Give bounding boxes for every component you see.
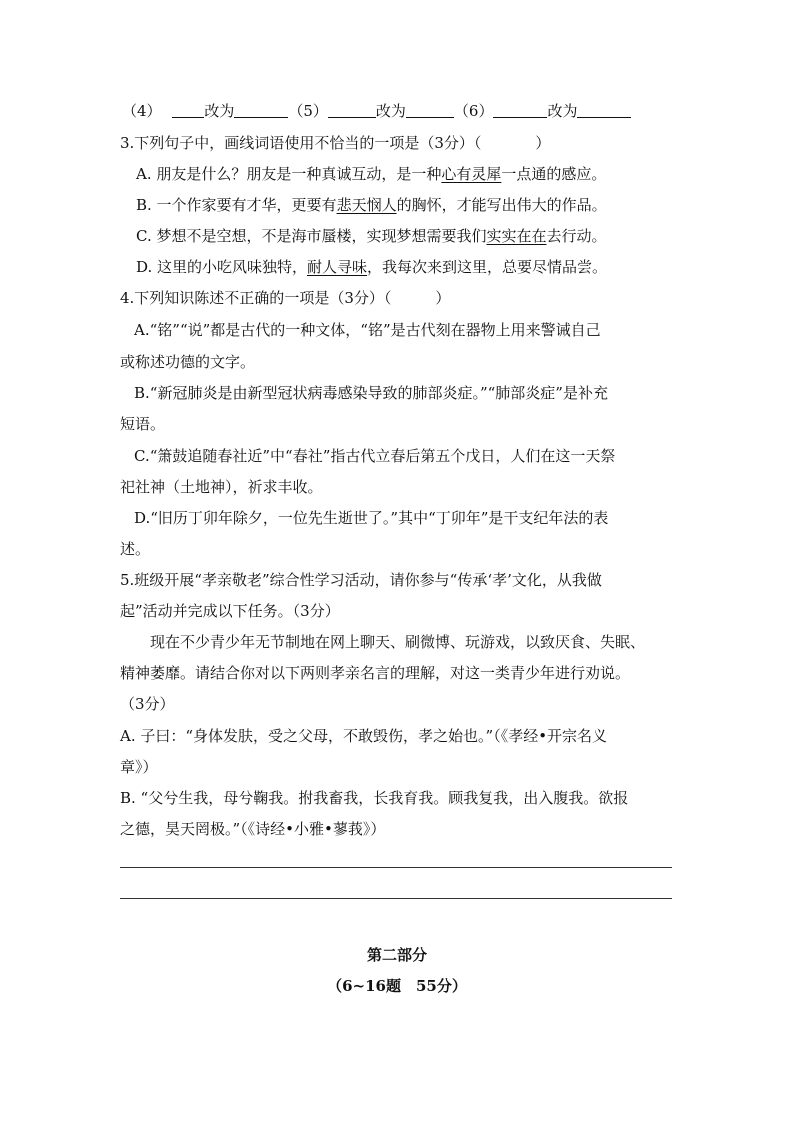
q3-stem-text: 3.下列句子中，画线词语使用不恰当的一项是（3分）（ — [120, 134, 482, 152]
label-5: （5） — [288, 102, 328, 120]
answer-line-1[interactable] — [120, 867, 672, 868]
q3-a-post: 一点通的感应。 — [501, 165, 607, 183]
q5-quote-a-line2: 章》） — [120, 758, 158, 776]
q4-option-b-line2: 短语。 — [120, 415, 166, 433]
q3-stem-end: ） — [535, 134, 551, 152]
q5-stem-line2: 起”活动并完成以下任务。（3分） — [120, 602, 340, 620]
q3-option-a — [136, 162, 606, 186]
label-6: （6） — [453, 102, 494, 120]
blank-4b[interactable] — [234, 101, 288, 118]
q4-stem — [120, 286, 450, 310]
q3-b-post: 的胸怀，才能写出伟大的作品。 — [396, 196, 607, 214]
gaiwei-6: 改为 — [547, 102, 578, 120]
q3-option-d — [136, 255, 607, 279]
q5-quote-a-line1: A. 子曰：“身体发肤，受之父母，不敢毁伤，孝之始也。”（《孝经•开宗名义 — [120, 727, 608, 745]
fill-line-4-6 — [122, 99, 631, 123]
q5-paragraph-line1: 现在不少青少年无节制地在网上聊天、刷微博、玩游戏，以致厌食、失眠、 — [150, 633, 646, 651]
part2-title: 第二部分 — [366, 946, 427, 964]
q3-a-underlined: 心有灵犀 — [441, 165, 502, 183]
q3-c-pre: C. 梦想不是空想，不是海市蜃楼，实现梦想需要我们 — [136, 227, 487, 245]
q3-d-post: ，我每次来到这里，总要尽情品尝。 — [367, 258, 608, 276]
gaiwei-5: 改为 — [375, 102, 406, 120]
blank-6b[interactable] — [577, 101, 631, 118]
q3-b-pre: B. 一个作家要有才华，更要有 — [136, 196, 337, 214]
q3-c-post: 去行动。 — [546, 227, 607, 245]
part2-subtitle: （6~16题 55分） — [327, 977, 467, 995]
q5-paragraph-line2: 精神萎靡。请结合你对以下两则孝亲名言的理解，对这一类青少年进行劝说。 — [120, 664, 631, 682]
q4-stem-text: 4.下列知识陈述不正确的一项是（3分）（ — [120, 289, 392, 307]
label-4: （4） — [122, 102, 162, 120]
blank-5b[interactable] — [406, 101, 454, 118]
q3-d-underlined: 耐人寻味 — [307, 258, 368, 276]
q4-option-a-line2: 或称述功德的文字。 — [120, 353, 256, 371]
blank-6a[interactable] — [493, 101, 547, 118]
q5-quote-b-line1: B. “父兮生我，母兮鞠我。拊我畜我，长我育我。顾我复我，出入腹我。欲报 — [120, 789, 629, 807]
q5-stem-line1: 5.班级开展“孝亲敬老”综合性学习活动，请你参与“传承‘孝’文化，从我做 — [120, 571, 602, 589]
q3-a-pre: A. 朋友是什么？朋友是一种真诚互动，是一种 — [136, 165, 442, 183]
q4-option-c-line2: 祀社神（土地神），祈求丰收。 — [120, 478, 323, 496]
q4-option-d-line2: 述。 — [120, 540, 151, 558]
q4-option-d-line1: D.“旧历丁卯年除夕，一位先生逝世了。”其中“丁卯年”是干支纪年法的表 — [134, 509, 609, 527]
blank-5a[interactable] — [328, 101, 376, 118]
q4-option-b-line1: B.“新冠肺炎是由新型冠状病毒感染导致的肺部炎症。”“肺部炎症”是补充 — [134, 384, 608, 402]
q3-stem — [120, 131, 550, 155]
q3-d-pre: D. 这里的小吃风味独特， — [136, 258, 308, 276]
q5-paragraph-line3: （3分） — [120, 695, 175, 713]
gaiwei-4: 改为 — [204, 102, 235, 120]
q3-c-underlined: 实实在在 — [486, 227, 547, 245]
q4-stem-end: ） — [435, 289, 451, 307]
q5-quote-b-line2: 之德，昊天罔极。”（《诗经•小雅•蓼莪》） — [120, 820, 386, 838]
answer-line-2[interactable] — [120, 898, 672, 899]
blank-4a[interactable] — [172, 101, 204, 118]
q3-option-c — [136, 224, 607, 248]
q3-option-b — [136, 193, 607, 217]
q4-option-a-line1: A.“铭”“说”都是古代的一种文体，“铭”是古代刻在器物上用来警诫自己 — [134, 321, 601, 339]
q3-b-underlined: 悲天悯人 — [336, 196, 397, 214]
q4-option-c-line1: C.“箫鼓追随春社近”中“春社”指古代立春后第五个戊日，人们在这一天祭 — [134, 447, 616, 465]
